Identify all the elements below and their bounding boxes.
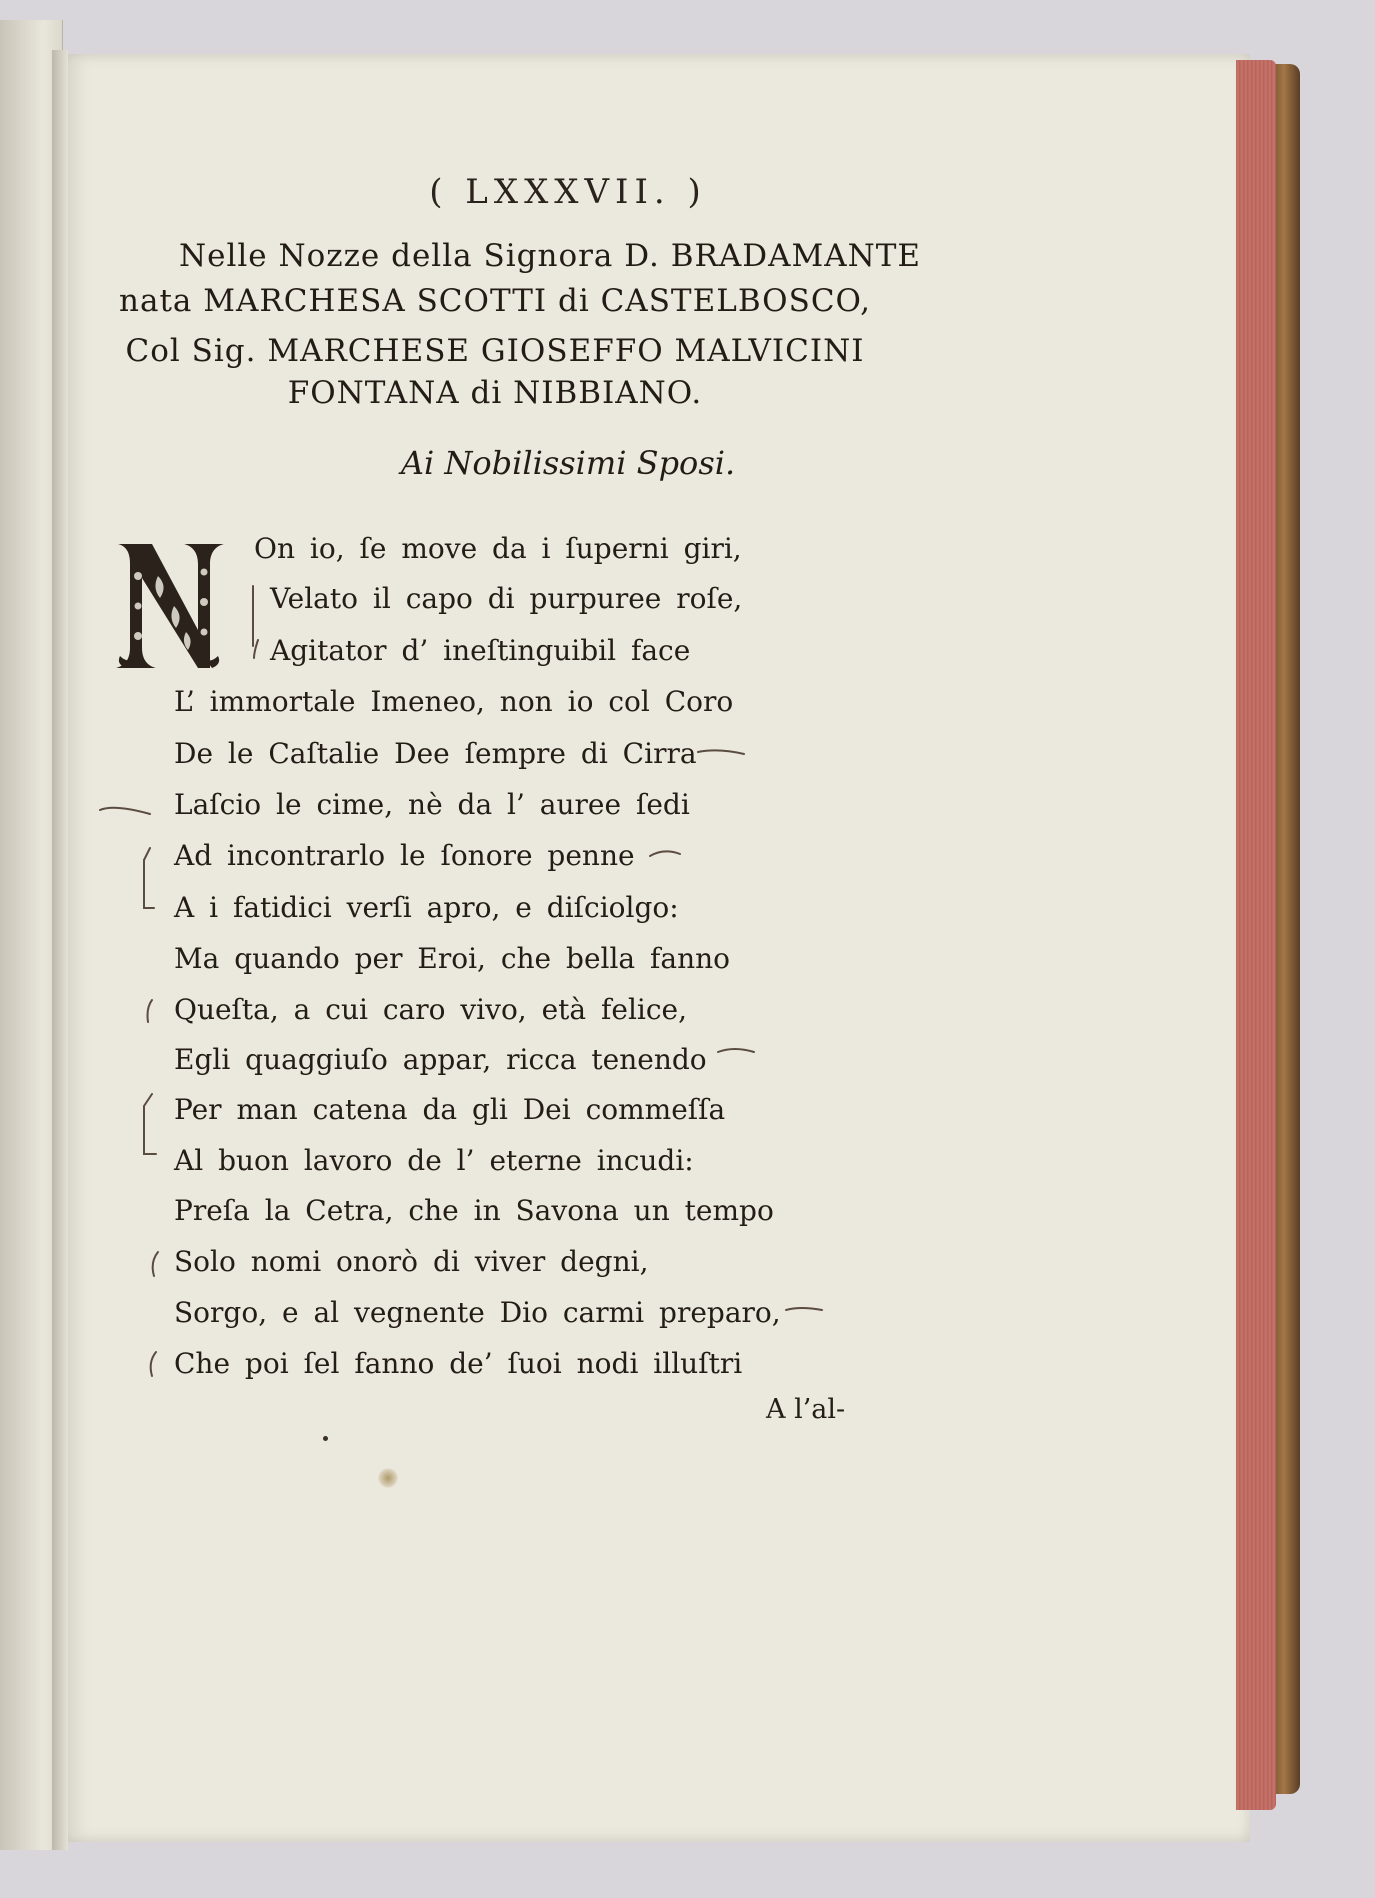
verse-line: Sorgo, e al vegnente Dio carmi preparo, [174, 1296, 781, 1329]
verse-line: Laſcio le cime, nè da l’ auree ſedi [174, 788, 690, 821]
verse-line: Solo nomi onorò di viver degni, [174, 1245, 649, 1278]
verse-line: Ad incontrarlo le ſonore penne [174, 839, 635, 872]
verse-line: Queſta, a cui caro vivo, età felice, [174, 993, 688, 1026]
dedication: Ai Nobilissimi Sposi. [400, 444, 736, 482]
verse-line: Per man catena da gli Dei commeſſa [174, 1093, 726, 1126]
title-line-3: Col Sig. MARCHESE GIOSEFFO MALVICINI [125, 333, 865, 369]
verse-line: Egli quaggiuſo appar, ricca tenendo [174, 1043, 707, 1076]
verse-line: De le Caſtalie Dee ſempre di Cirra [174, 737, 697, 770]
verse-line: A i fatidici verſi apro, e diſciolgo: [174, 891, 679, 924]
verse-line: L’ immortale Imeneo, non io col Coro [174, 685, 734, 718]
page-number: ( LXXXVII. ) [429, 172, 707, 212]
verse-line: On io, ſe move da i ſuperni giri, [254, 532, 742, 565]
verse-line: Agitator d’ ineſtinguibil face [270, 634, 691, 667]
catchword: A l’al- [766, 1394, 846, 1425]
title-line-4: FONTANA di NIBBIANO. [287, 375, 703, 411]
title-line-1: Nelle Nozze della Signora D. BRADAMANTE [178, 238, 922, 274]
verse-line: Velato il capo di purpuree roſe, [270, 582, 743, 615]
verse-line: Ma quando per Eroi, che bella fanno [174, 942, 731, 975]
verse-line: Al buon lavoro de l’ eterne incudi: [174, 1144, 694, 1177]
verse-line: Che poi ſel fanno de’ ſuoi nodi illuſtri [174, 1347, 743, 1380]
title-line-2: nata MARCHESA SCOTTI di CASTELBOSCO, [119, 283, 871, 319]
verse-line: Preſa la Cetra, che in Savona un tempo [174, 1194, 774, 1227]
